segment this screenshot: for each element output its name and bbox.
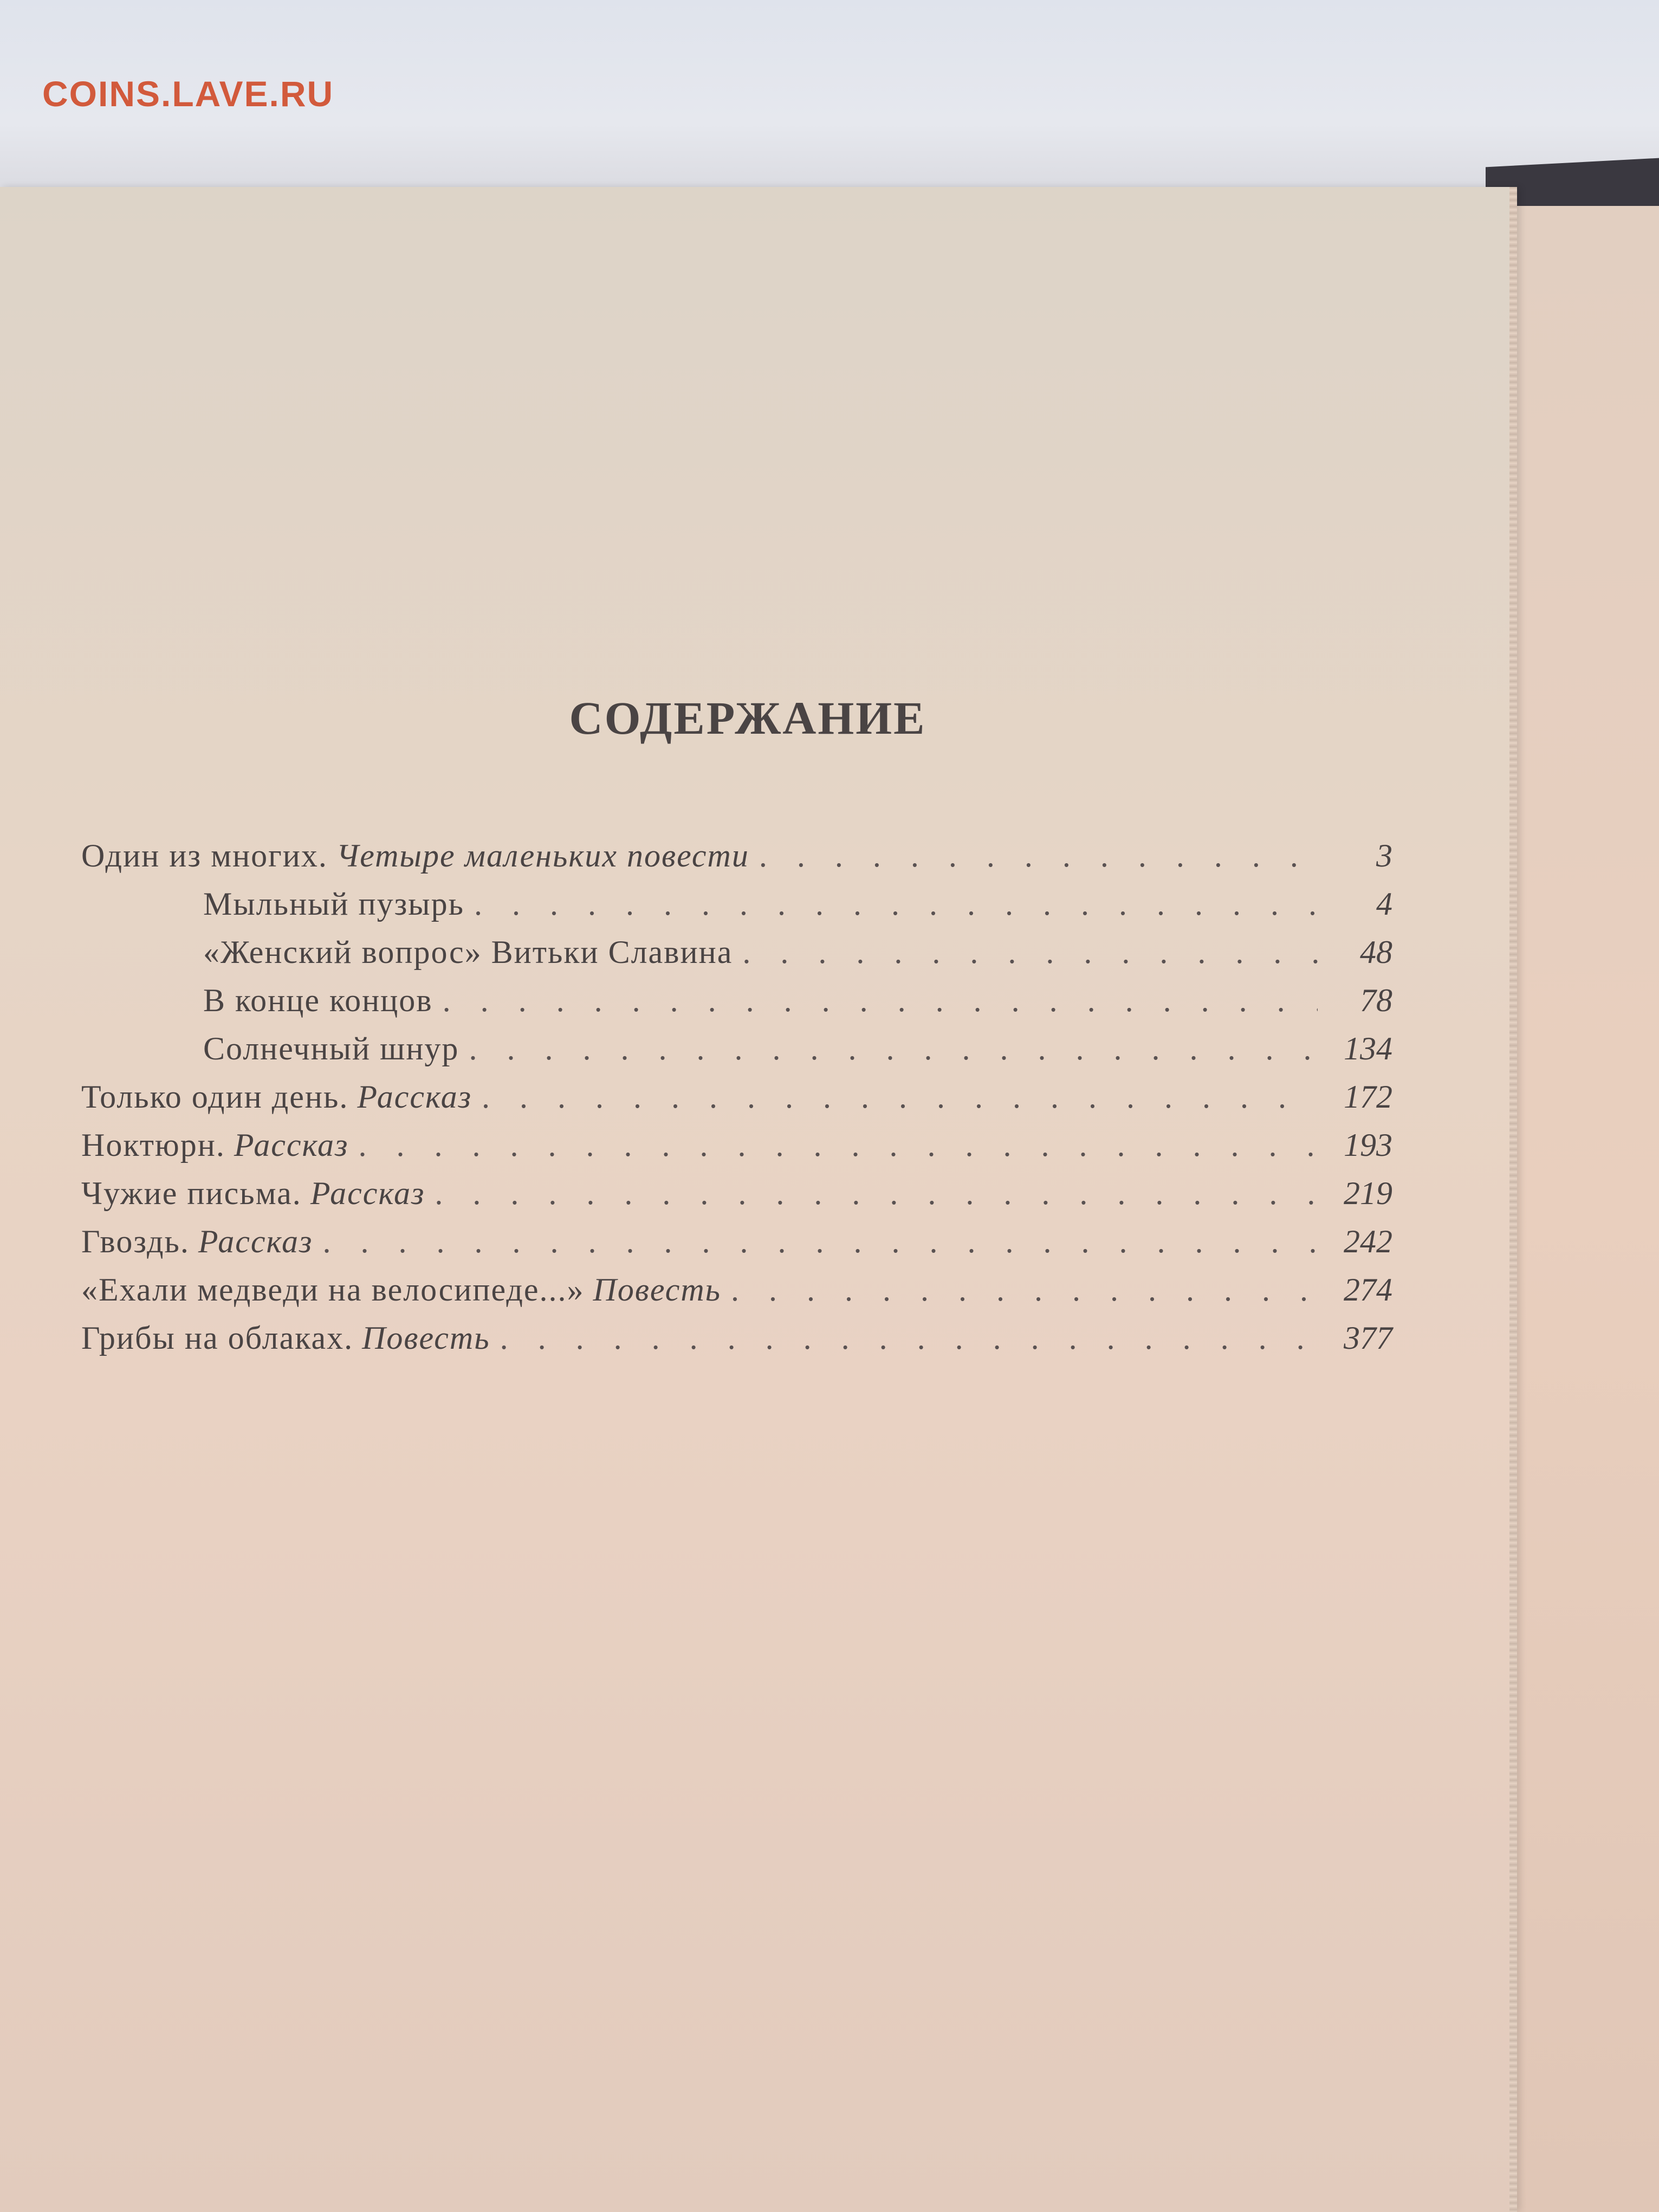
dot-leader (474, 885, 1318, 923)
toc-entry-genre: Рассказ (198, 1224, 313, 1259)
toc-entry (81, 1175, 1392, 1223)
toc-entry (81, 885, 1392, 934)
toc-entry (81, 1271, 1392, 1320)
toc-entry-page: 219 (1344, 1175, 1392, 1211)
toc-entry-title: В конце концов (203, 982, 433, 1018)
toc-entry-genre: Рассказ (310, 1175, 425, 1211)
dot-leader (500, 1320, 1318, 1357)
toc-entry-title: «Женский вопрос» Витьки Славина (203, 934, 733, 970)
table-of-contents (81, 837, 1392, 1368)
toc-entry-title: Мыльный пузырь (203, 886, 464, 922)
dot-leader (469, 1030, 1318, 1068)
toc-entry (81, 1223, 1392, 1271)
toc-entry-genre: Рассказ (234, 1127, 349, 1163)
toc-entry (81, 1030, 1392, 1078)
toc-entry-page: 3 (1376, 838, 1392, 874)
toc-entry (81, 837, 1392, 885)
toc-entry-page: 193 (1344, 1127, 1392, 1163)
adjacent-page (1517, 206, 1659, 2212)
toc-entry-page: 172 (1344, 1079, 1392, 1115)
toc-entry (81, 1320, 1392, 1368)
dot-leader (759, 837, 1318, 875)
toc-entry-page: 274 (1344, 1272, 1392, 1308)
toc-entry-page: 377 (1344, 1320, 1392, 1356)
toc-entry-genre: Повесть (593, 1272, 721, 1308)
toc-entry (81, 934, 1392, 982)
toc-entry (81, 1127, 1392, 1175)
dot-leader (435, 1175, 1318, 1212)
dot-leader (322, 1223, 1318, 1260)
toc-entry (81, 982, 1392, 1030)
toc-entry-genre: Повесть (362, 1320, 490, 1356)
toc-entry-title: Чужие письма. (81, 1175, 302, 1211)
toc-entry-title: Ноктюрн. (81, 1127, 225, 1163)
toc-entry-title: Солнечный шнур (203, 1031, 459, 1066)
toc-entry-page: 48 (1360, 934, 1392, 970)
watermark: COINS.LAVE.RU (42, 74, 334, 114)
toc-entry-page: 242 (1344, 1224, 1392, 1259)
toc-entry-title: Грибы на облаках. (81, 1320, 354, 1356)
dot-leader (358, 1127, 1318, 1164)
toc-entry-genre: Рассказ (357, 1079, 472, 1115)
toc-entry (81, 1078, 1392, 1127)
toc-entry-title: Гвоздь. (81, 1224, 190, 1259)
toc-entry-page: 134 (1344, 1031, 1392, 1066)
dot-leader (731, 1271, 1318, 1309)
toc-entry-title: «Ехали медведи на велосипеде...» (81, 1272, 585, 1308)
page-title: СОДЕРЖАНИЕ (569, 692, 926, 744)
dot-leader (443, 982, 1318, 1019)
toc-entry-title: Только один день. (81, 1079, 349, 1115)
toc-entry-genre: Четыре маленьких повести (336, 838, 749, 874)
dot-leader (482, 1078, 1318, 1116)
toc-entry-page: 4 (1376, 886, 1392, 922)
dot-leader (742, 934, 1318, 971)
toc-entry-page: 78 (1360, 982, 1392, 1018)
toc-entry-title: Один из многих. (81, 838, 328, 874)
